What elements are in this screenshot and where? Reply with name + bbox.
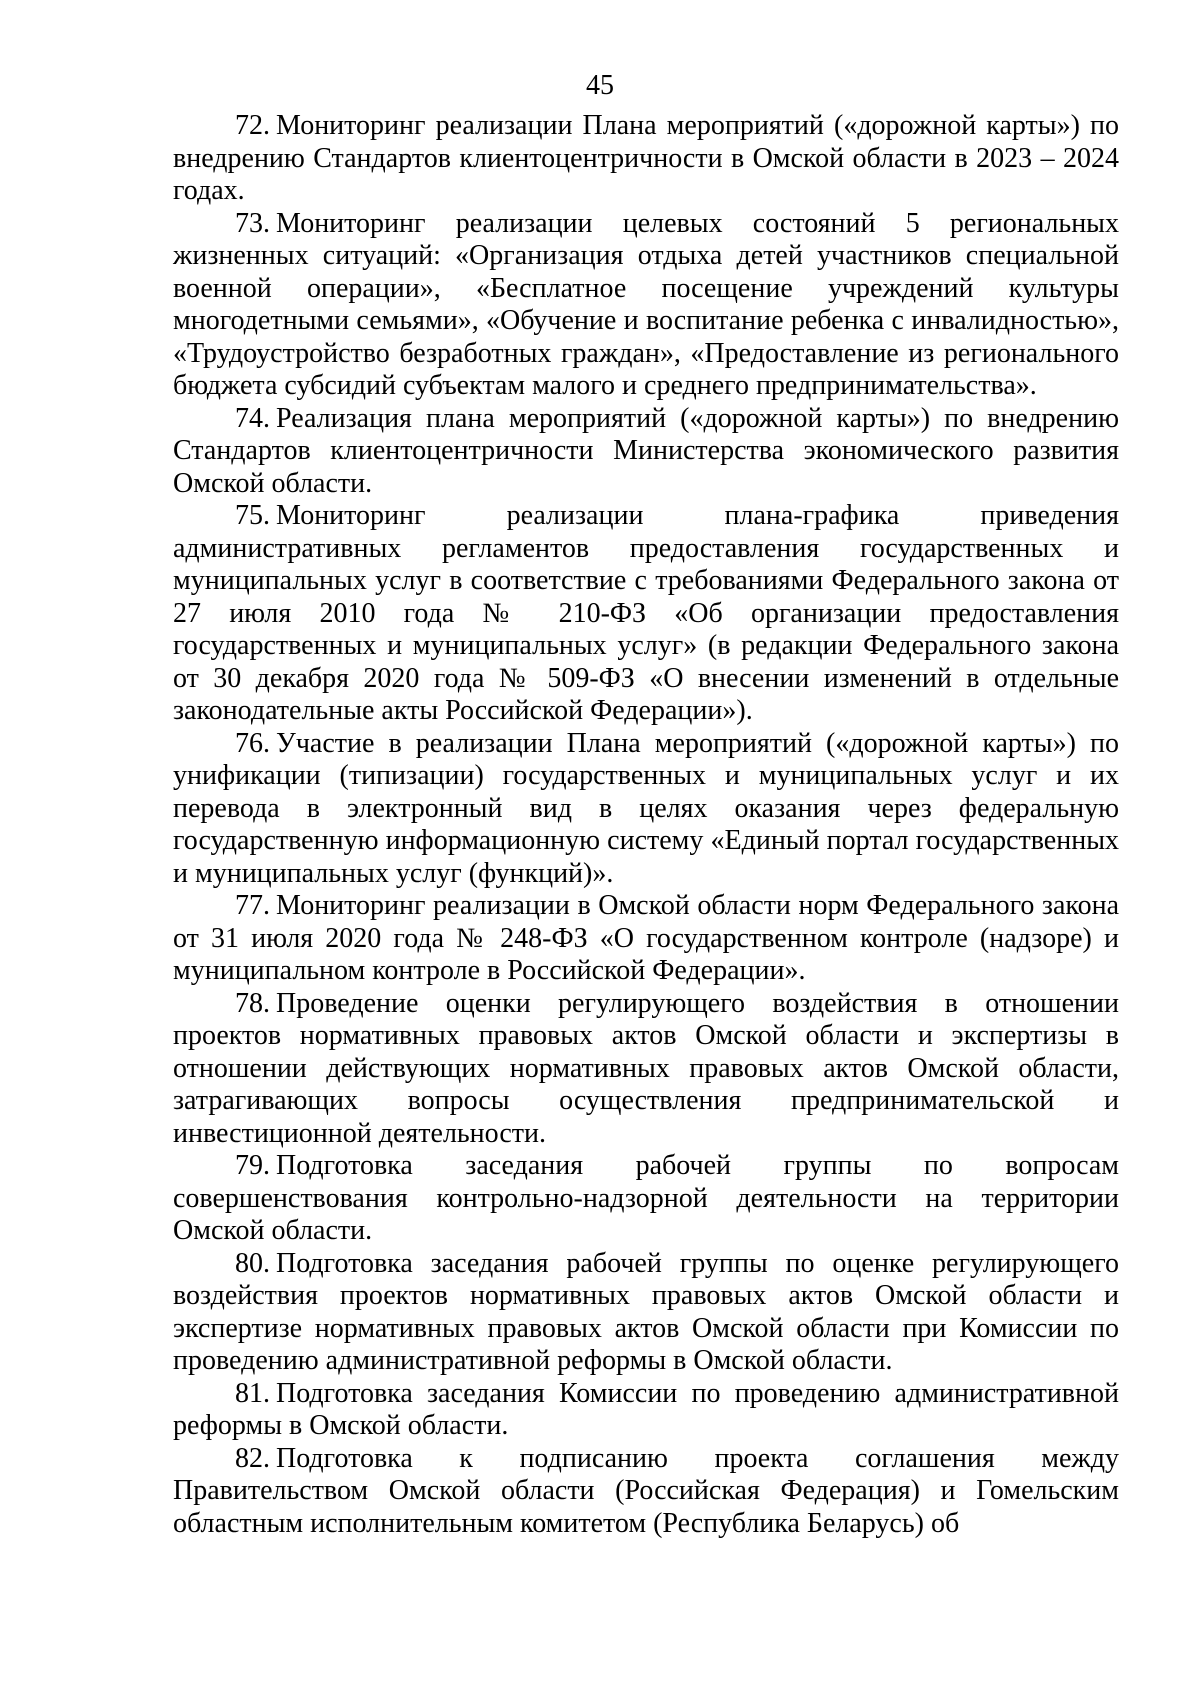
paragraph-75 — [173, 500, 1119, 728]
paragraph-80 — [173, 1248, 1119, 1378]
paragraph-74 — [173, 403, 1119, 501]
paragraph-81 — [173, 1378, 1119, 1443]
paragraph-text: Подготовка заседания рабочей группы по вопросам совершенствования контрольно-надзорной деятельности на территории Омской области. — [173, 1150, 1119, 1246]
paragraph-text: Мониторинг реализации в Омской области норм Федерального закона от 31 июля 2020 года № 248-ФЗ «О государственном контроле (надзоре) и муниципальном контроле в Российской Федерации». — [173, 890, 1119, 986]
paragraph-text: Мониторинг реализации Плана мероприятий («дорожной карты») по внедрению Стандартов клиентоцентричности в Омской области в 2023 – 2024 годах. — [173, 110, 1119, 206]
paragraph-text: Мониторинг реализации целевых состояний 5 региональных жизненных ситуаций: «Организация отдыха детей участников специальной военной операции», «Бесплатное посещение учреждений культуры многодетными семьями», «Обучение и воспитание ребенка с инвалидностью», «Трудоустройство безработных граждан», «Предоставление из регионального бюджета субсидий субъектам малого и среднего предпринимательства». — [173, 207, 1119, 401]
page-number: 45 — [586, 70, 614, 101]
paragraph-text: Реализация плана мероприятий («дорожной карты») по внедрению Стандартов клиентоцентричности Министерства экономического развития Омской области. — [173, 402, 1119, 499]
paragraph-number: 82. — [235, 1442, 270, 1474]
paragraph-number: 79. — [235, 1150, 270, 1181]
paragraph-72 — [173, 110, 1119, 208]
paragraph-73 — [173, 208, 1119, 403]
paragraph-76 — [173, 728, 1119, 891]
paragraph-77 — [173, 890, 1119, 988]
document-body — [173, 110, 1119, 1540]
paragraph-number: 78. — [235, 987, 270, 1019]
paragraph-number: 74. — [235, 402, 270, 434]
paragraph-text: Подготовка к подписанию проекта соглашения между Правительством Омской области (Российская Федерация) и Гомельским областным исполнительным комитетом (Республика Беларусь) об — [173, 1442, 1119, 1539]
paragraph-number: 81. — [235, 1377, 270, 1409]
paragraph-text: Мониторинг реализации плана-графика приведения административных регламентов предоставления государственных и муниципальных услуг в соответствие с требованиями Федерального закона от 27 июля 2010 года № 210-ФЗ «Об организации предоставления государственных и муниципальных услуг» (в редакции Федерального закона от 30 декабря 2020 года № 509-ФЗ «О внесении изменений в отдельные законодательные акты Российской Федерации»). — [173, 500, 1119, 726]
paragraph-number: 73. — [235, 207, 270, 239]
paragraph-text: Участие в реализации Плана мероприятий («дорожной карты») по унификации (типизации) государственных и муниципальных услуг и их перевода в электронный вид в целях оказания через федеральную государственную информационную систему «Единый портал государственных и муниципальных услуг (функций)». — [173, 727, 1119, 889]
paragraph-number: 72. — [235, 110, 270, 141]
paragraph-number: 77. — [235, 890, 270, 921]
paragraph-number: 75. — [235, 500, 270, 531]
paragraph-79 — [173, 1150, 1119, 1248]
paragraph-number: 76. — [235, 727, 270, 759]
paragraph-number: 80. — [235, 1247, 270, 1279]
paragraph-78 — [173, 988, 1119, 1151]
paragraph-text: Подготовка заседания рабочей группы по оценке регулирующего воздействия проектов нормативных правовых актов Омской области и экспертизе нормативных правовых актов Омской области при Комиссии по проведению административной реформы в Омской области. — [173, 1247, 1119, 1376]
paragraph-text: Подготовка заседания Комиссии по проведению административной реформы в Омской области. — [173, 1377, 1119, 1441]
paragraph-82 — [173, 1443, 1119, 1541]
paragraph-text: Проведение оценки регулирующего воздействия в отношении проектов нормативных правовых актов Омской области и экспертизы в отношении действующих нормативных правовых актов Омской области, затрагивающих вопросы осуществления предпринимательской и инвестиционной деятельности. — [173, 987, 1119, 1149]
